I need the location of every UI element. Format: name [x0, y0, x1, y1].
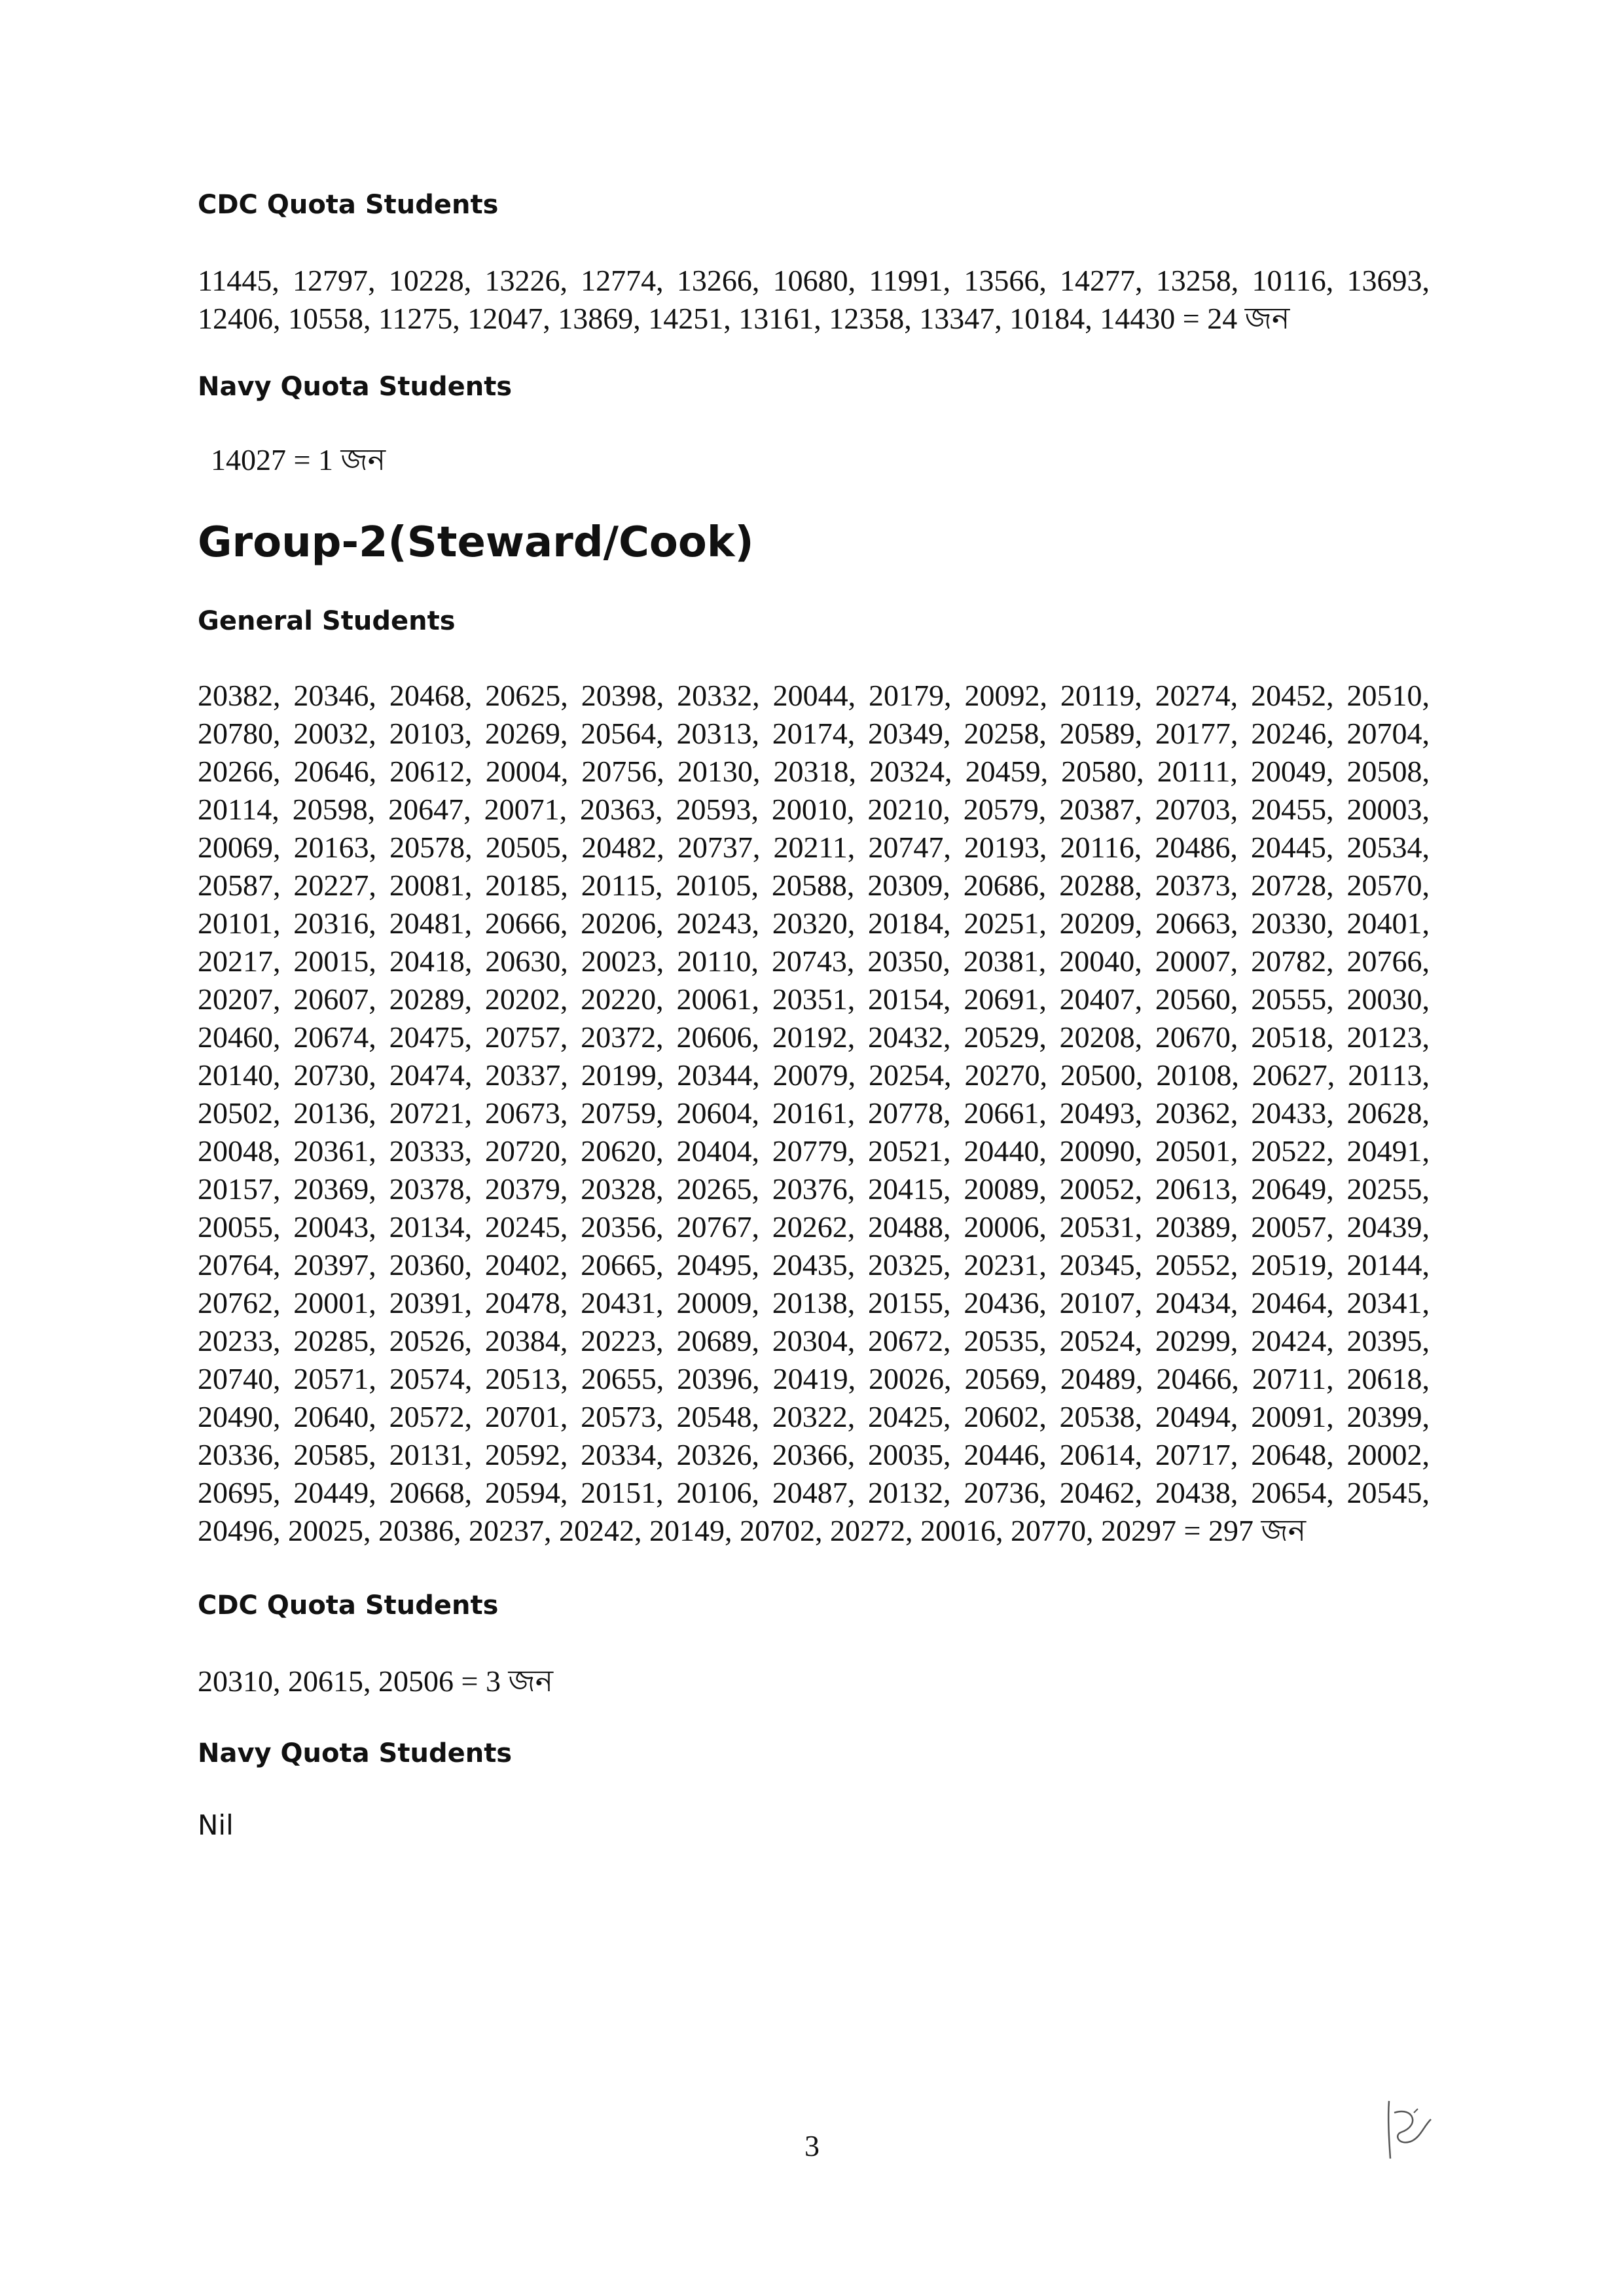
navy-quota-heading: Navy Quota Students: [198, 372, 513, 402]
signature-icon: [1375, 2093, 1440, 2165]
cdc-quota-list: 11445, 12797, 10228, 13226, 12774, 13266, 10680, 11991, 13566, 14277, 13258, 10116, 13693, 12406, 10558, 11275, 12047, 13869, 14251, 13161, 12358, 13347, 10184, 14430 = 24 জন: [198, 264, 1430, 335]
group-2-title: Group-2(Steward/Cook): [198, 518, 754, 567]
general-students-heading: General Students: [198, 606, 456, 636]
group2-navy-quota-list: Nil: [198, 1809, 234, 1841]
document-page: [198, 190, 1430, 1841]
group2-navy-quota-heading: Navy Quota Students: [198, 1738, 513, 1768]
group2-cdc-quota-heading: CDC Quota Students: [198, 1590, 499, 1621]
navy-quota-list: 14027 = 1 জন: [211, 443, 386, 476]
page-number: 3: [804, 2129, 820, 2162]
group2-cdc-quota-list: 20310, 20615, 20506 = 3 জন: [198, 1664, 554, 1698]
cdc-quota-heading: CDC Quota Students: [198, 190, 499, 220]
general-students-list: 20382, 20346, 20468, 20625, 20398, 20332, 20044, 20179, 20092, 20119, 20274, 20452, 20510, 20780, 20032, 20103, 20269, 20564, 20313, 20174, 20349, 20258, 20589, 20177, 20246, 20704, 20266, 20646, 20612, 20004, 20756, 20130, 20318, 20324, 20459, 20580, 20111, 20049, 20508, 20114, 20598, 20647, 20071, 20363, 20593, 20010, 20210, 20579, 20387, 20703, 20455, 20003, 20069, 20163, 20578, 20505, 20482, 20737, 20211, 20747, 20193, 20116, 20486, 20445, 20534, 20587, 20227, 20081, 20185, 20115, 20105, 20588, 20309, 20686, 20288, 20373, 20728, 20570, 20101, 20316, 20481, 20666, 20206, 20243, 20320, 20184, 20251, 20209, 20663, 20330, 20401, 20217, 20015, 20418, 20630, 20023, 20110, 20743, 20350, 20381, 20040, 20007, 20782, 20766, 20207, 20607, 20289, 20202, 20220, 20061, 20351, 20154, 20691, 20407, 20560, 20555, 20030, 20460, 20674, 20475, 20757, 20372, 20606, 20192, 20432, 20529, 20208, 20670, 20518, 20123, 20140, 20730, 20474, 20337, 20199, 20344, 20079, 20254, 20270, 20500, 20108, 20627, 20113, 20502, 20136, 20721, 20673, 20759, 20604, 20161, 20778, 20661, 20493, 20362, 20433, 20628, 20048, 20361, 20333, 20720, 20620, 20404, 20779, 20521, 20440, 20090, 20501, 20522, 20491, 20157, 20369, 20378, 20379, 20328, 20265, 20376, 20415, 20089, 20052, 20613, 20649, 20255, 20055, 20043, 20134, 20245, 20356, 20767, 20262, 20488, 20006, 20531, 20389, 20057, 20439, 20764, 20397, 20360, 20402, 20665, 20495, 20435, 20325, 20231, 20345, 20552, 20519, 20144, 20762, 20001, 20391, 20478, 20431, 20009, 20138, 20155, 20436, 20107, 20434, 20464, 20341, 20233, 20285, 20526, 20384, 20223, 20689, 20304, 20672, 20535, 20524, 20299, 20424, 20395, 20740, 20571, 20574, 20513, 20655, 20396, 20419, 20026, 20569, 20489, 20466, 20711, 20618, 20490, 20640, 20572, 20701, 20573, 20548, 20322, 20425, 20602, 20538, 20494, 20091, 20399, 20336, 20585, 20131, 20592, 20334, 20326, 20366, 20035, 20446, 20614, 20717, 20648, 20002, 20695, 20449, 20668, 20594, 20151, 20106, 20487, 20132, 20736, 20462, 20438, 20654, 20545, 20496, 20025, 20386, 20237, 20242, 20149, 20702, 20272, 20016, 20770, 20297 = 297 জন: [198, 679, 1430, 1547]
